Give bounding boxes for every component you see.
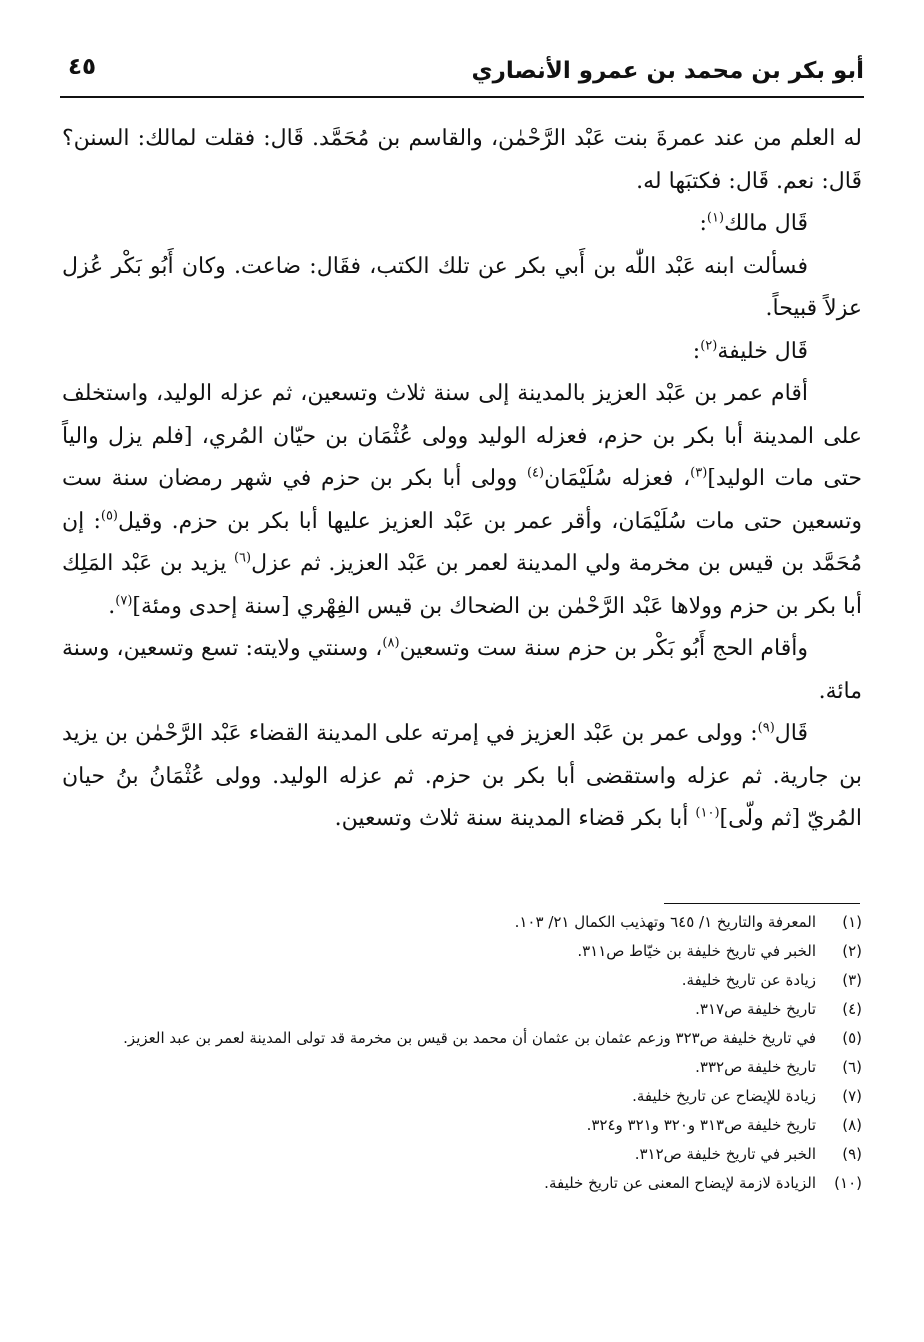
footnote-item xyxy=(62,1082,862,1111)
paragraph-5-text-d: : إن مُحَمَّد بن قيس بن مخرمة ولي المدينة لعمر بن عَبْد العزيز. ثم عزل xyxy=(62,508,862,576)
footnote-item xyxy=(62,1111,862,1140)
footnote-number: (٦) xyxy=(842,1058,862,1076)
footnote-number: (٥) xyxy=(842,1029,862,1047)
footnote-ref-8: (٨) xyxy=(382,635,400,651)
main-text xyxy=(62,118,862,841)
footnote-text: تاريخ خليفة ص٣١٣ و٣٢٠ و٣٢١ و٣٢٤. xyxy=(586,1116,816,1134)
khalifa-label: قَال خليفة xyxy=(717,338,808,364)
paragraph-1-text: له العلم من عند عمرةَ بنت عَبْد الرَّحْمٰن، والقاسم بن مُحَمَّد. قَال: فقلت لمالك: السنن؟ قَال: نعم. قَال: فكتبَها له. xyxy=(62,126,862,194)
footnote-text: الخبر في تاريخ خليفة بن خيّاط ص٣١١. xyxy=(577,942,816,960)
footnote-ref-9: (٩) xyxy=(757,720,775,736)
footnote-item xyxy=(62,908,862,937)
footnote-separator xyxy=(664,903,860,904)
footnote-text: تاريخ خليفة ص٣١٧. xyxy=(695,1000,816,1018)
footnote-item xyxy=(62,1053,862,1082)
paragraph-2 xyxy=(62,203,862,246)
footnote-text: الزيادة لازمة لإيضاح المعنى عن تاريخ خليفة. xyxy=(544,1174,816,1192)
running-head-title: أبو بكر بن محمد بن عمرو الأنصاري xyxy=(471,58,864,84)
footnote-ref-5: (٥) xyxy=(100,508,118,524)
footnote-ref-7: (٧) xyxy=(115,593,133,609)
running-head xyxy=(60,52,864,92)
paragraph-7-text-c: أبا بكر قضاء المدينة سنة ثلاث وتسعين. xyxy=(334,806,696,831)
paragraph-7-text-b: : وولى عمر بن عَبْد العزيز في إمرته على المدينة القضاء عَبْد الرَّحْمٰن بن يزيد بن جارية. ثم عزله واستقضى أبا بكر بن حزم. ثم عزله الوليد. وولى عُثْمَانُ بنُ حيان المُريّ [ثم ولّى] xyxy=(62,721,863,831)
footnote-ref-6: (٦) xyxy=(233,550,252,566)
page-number: ٤٥ xyxy=(68,54,97,80)
footnote-number: (٩) xyxy=(842,1145,862,1163)
footnote-ref-1: (١) xyxy=(706,210,725,226)
paragraph-5-text-e: يزيد بن عَبْد المَلِك أبا بكر بن حزم وولاها عَبْد الرَّحْمٰن بن الضحاك بن قيس الفِهْري [سنة إحدى ومئة] xyxy=(62,551,862,619)
paragraph-6-text-b: ، وسنتي ولايته: تسع وتسعين، وسنة مائة. xyxy=(62,636,862,704)
paragraph-5-text-b: ، فعزله سُلَيْمَان xyxy=(544,466,691,491)
paragraph-5 xyxy=(62,373,862,628)
footnote-text: زيادة عن تاريخ خليفة. xyxy=(681,971,816,989)
footnote-text: في تاريخ خليفة ص٣٢٣ وزعم عثمان بن عثمان أن محمد بن قيس بن مخرمة قد تولى المدينة لعمر بن عبد العزيز. xyxy=(123,1029,816,1047)
footnote-number: (٨) xyxy=(842,1116,862,1134)
paragraph-6 xyxy=(62,628,862,713)
footnote-number: (١) xyxy=(842,913,862,931)
paragraph-3 xyxy=(62,246,862,331)
footnote-ref-10: (١٠) xyxy=(695,805,720,821)
footnote-number: (١٠) xyxy=(834,1174,862,1192)
paragraph-7 xyxy=(62,713,862,841)
footnote-item xyxy=(62,1140,862,1169)
footnote-ref-2: (٢) xyxy=(700,338,718,354)
footnote-text: تاريخ خليفة ص٣٣٢. xyxy=(695,1058,816,1076)
footnote-number: (٤) xyxy=(842,1000,862,1018)
footnote-ref-4: (٤) xyxy=(526,465,545,481)
footnote-item xyxy=(62,1024,862,1053)
footnote-item xyxy=(62,995,862,1024)
footnote-text: الخبر في تاريخ خليفة ص٣١٢. xyxy=(634,1145,816,1163)
malik-label: قَال مالك xyxy=(724,211,808,236)
footnote-number: (٢) xyxy=(842,942,862,960)
footnotes xyxy=(62,908,862,1198)
paragraph-5-text-f: . xyxy=(108,593,116,619)
paragraph-5-text-c: وولى أبا بكر بن حزم في شهر رمضان سنة ست وتسعين حتى مات سُلَيْمَان، وأقر عمر بن عَبْد العزيز عليها أبا بكر بن حزم. وقيل xyxy=(62,466,862,534)
footnote-item xyxy=(62,937,862,966)
paragraph-5-text-a: أقام عمر بن عَبْد العزيز بالمدينة إلى سنة ثلاث وتسعين، ثم عزله الوليد، واستخلف على المدينة أبا بكر بن حزم، فعزله الوليد وولى عُثْمَان بن حيّان المُري، [فلم يزل والياً حتى مات الوليد] xyxy=(62,381,862,491)
footnote-item xyxy=(62,966,862,995)
footnote-number: (٣) xyxy=(842,971,862,989)
footnote-text: زيادة للإيضاح عن تاريخ خليفة. xyxy=(632,1087,816,1105)
paragraph-7-text-a: قَال xyxy=(774,721,808,746)
footnote-ref-3: (٣) xyxy=(690,465,708,481)
footnote-number: (٧) xyxy=(842,1087,862,1105)
paragraph-6-text-a: وأقام الحج أَبُو بَكْر بن حزم سنة ست وتسعين xyxy=(399,636,808,661)
colon: : xyxy=(692,338,701,364)
paragraph-3-text: فسألت ابنه عَبْد اللّٰه بن أَبي بكر عن تلك الكتب، فقَال: ضاعت. وكان أَبُو بَكْر عُزل عزلاً قبيحاً. xyxy=(62,253,862,321)
footnote-item xyxy=(62,1169,862,1198)
paragraph-4 xyxy=(62,331,862,374)
header-rule xyxy=(60,96,864,98)
paragraph-1 xyxy=(62,118,862,203)
colon: : xyxy=(699,211,707,236)
footnote-text: المعرفة والتاريخ ١/ ٦٤٥ وتهذيب الكمال ٢١/ ١٠٣. xyxy=(514,913,816,931)
